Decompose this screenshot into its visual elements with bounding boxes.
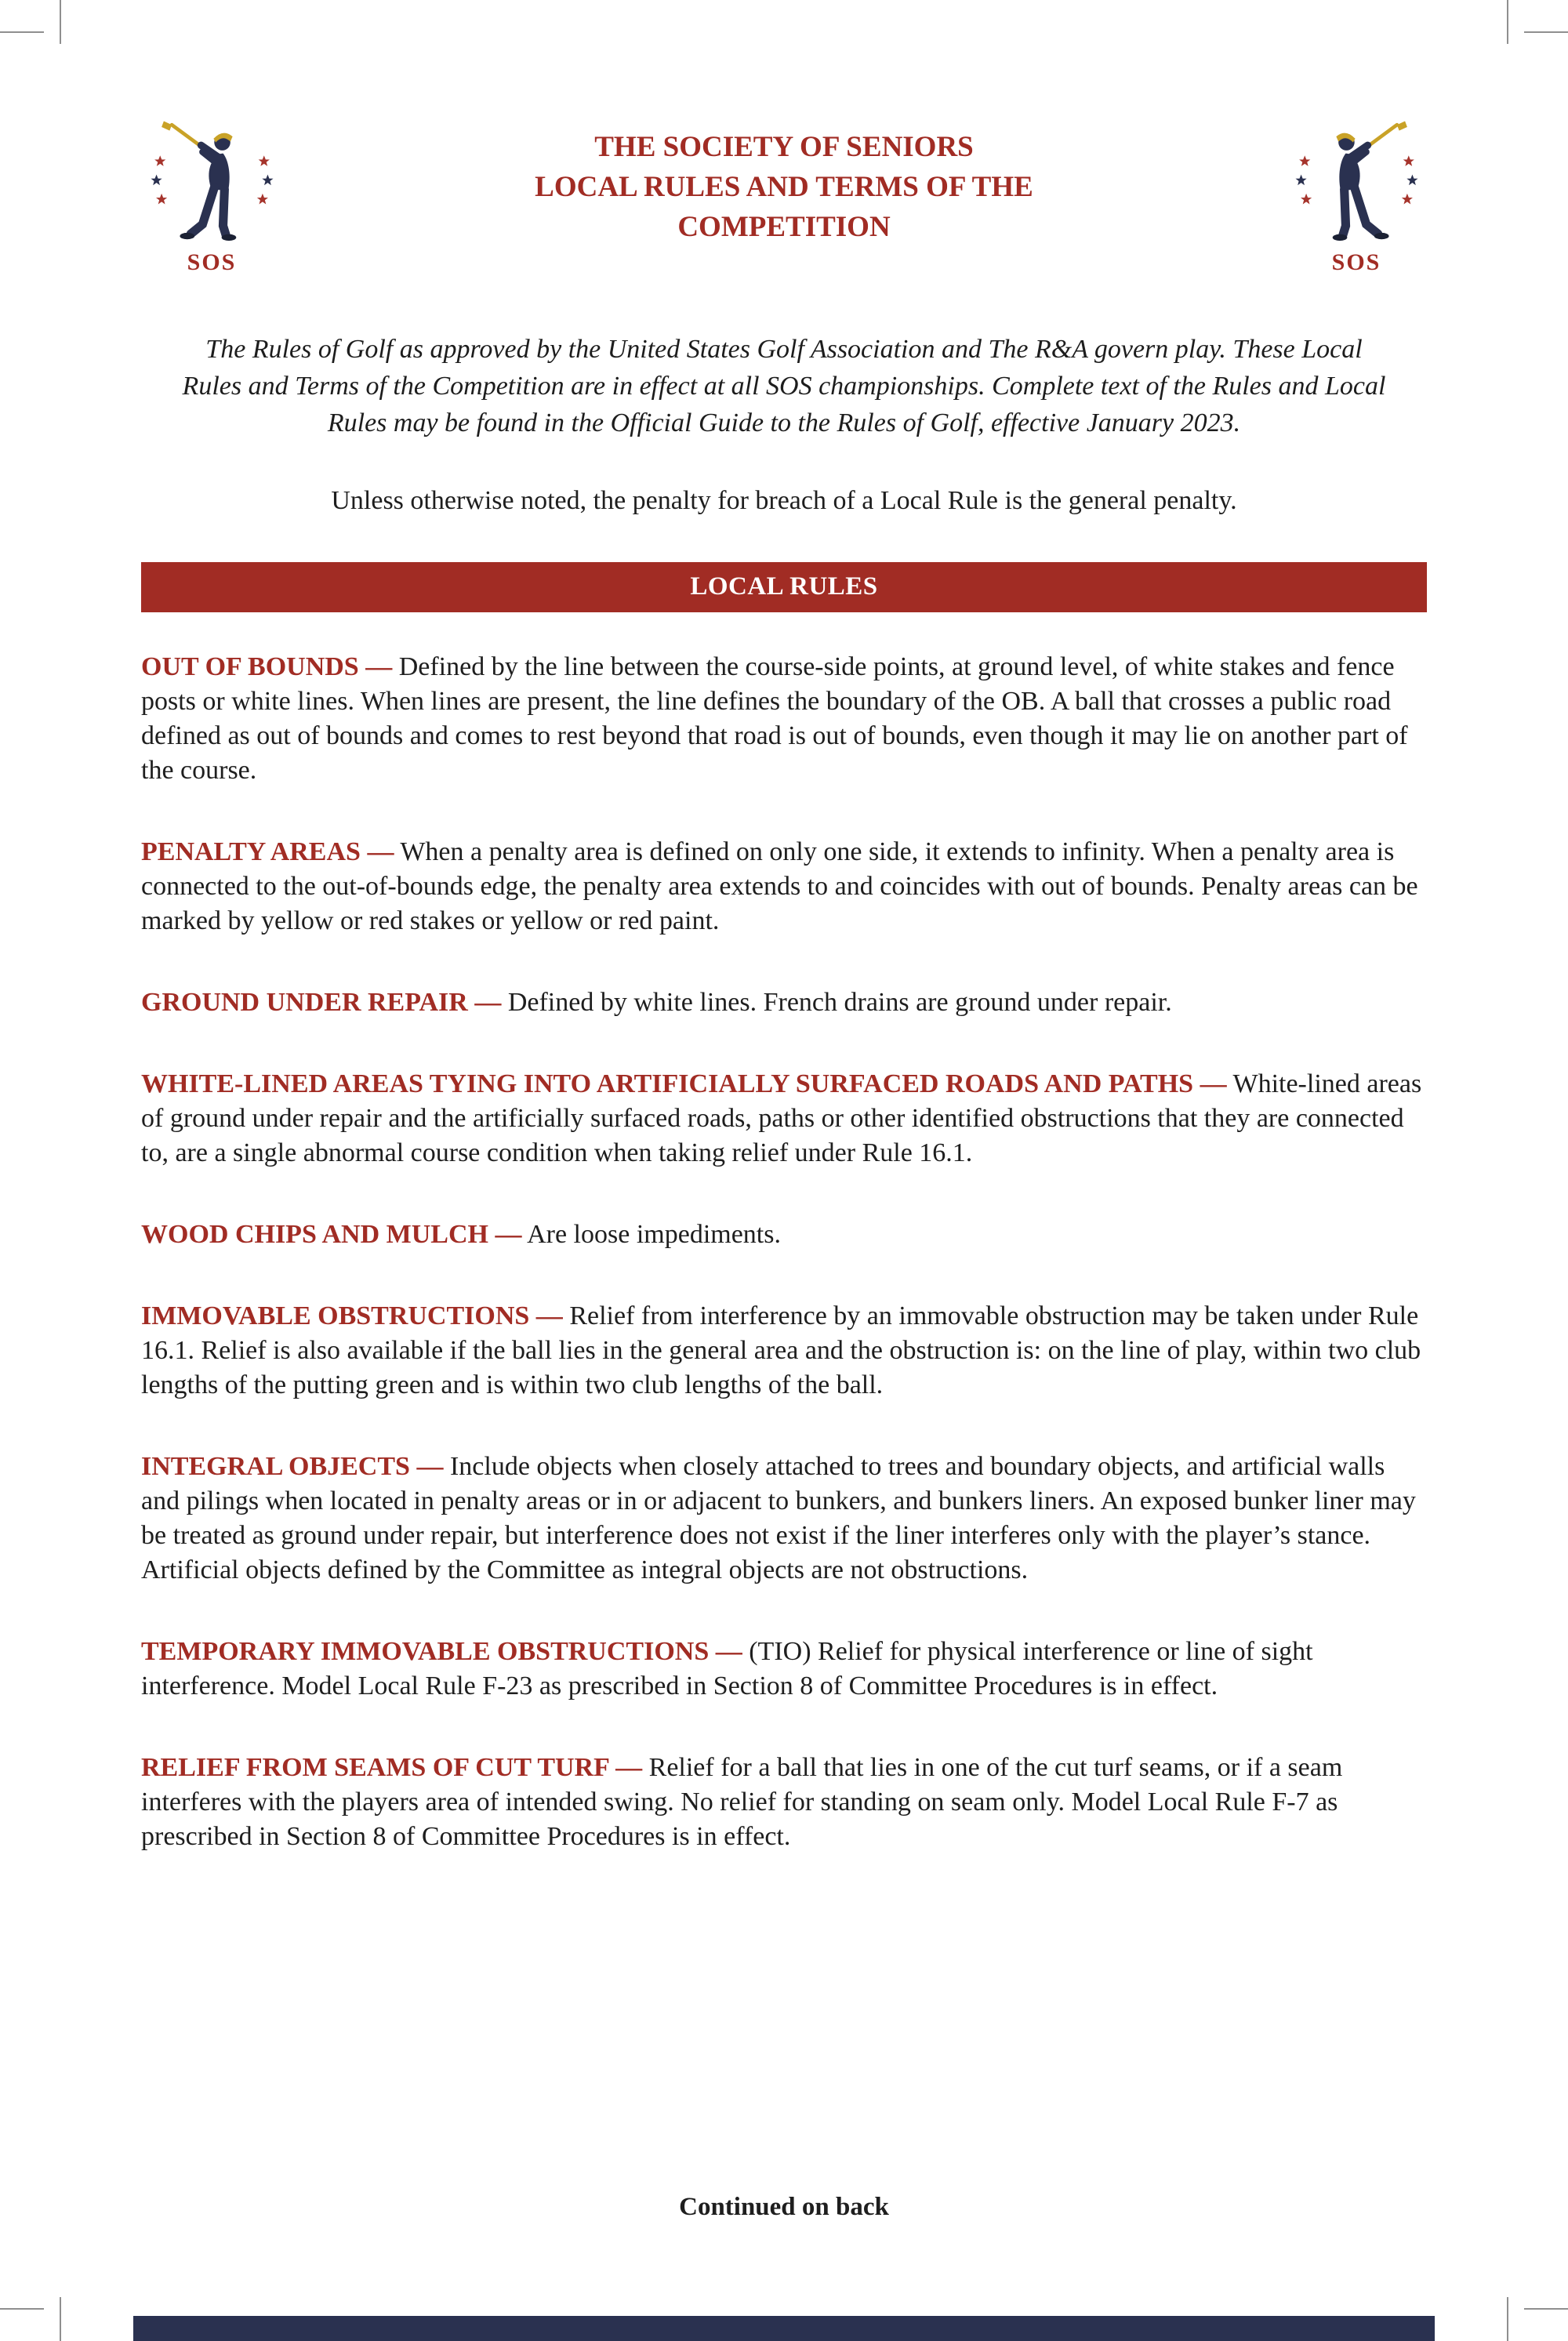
section-penalty-areas	[141, 835, 1427, 938]
section-body: White-lined areas of ground under repair and the artificially surfaced roads, paths or other identified obstructions that they are connected to, are a single abnormal course condition when taking relief under Rule 16.1.	[141, 1069, 1422, 1167]
section-heading: WHITE-LINED AREAS TYING INTO ARTIFICIALLY SURFACED ROADS AND PATHS —	[141, 1069, 1227, 1098]
section-wood-chips-and-mulch	[141, 1218, 1427, 1252]
crop-mark	[0, 2308, 44, 2310]
section-heading: GROUND UNDER REPAIR —	[141, 988, 502, 1017]
local-rules-banner: LOCAL RULES	[141, 562, 1427, 612]
crop-mark	[1524, 2308, 1568, 2310]
section-body: When a penalty area is defined on only one side, it extends to infinity. When a penalty area is connected to the out-of-bounds edge, the penalty area extends to and coincides with out of bounds. Penalty areas can be marked by yellow or red stakes or yellow or red paint.	[141, 837, 1418, 935]
section-heading: INTEGRAL OBJECTS —	[141, 1452, 444, 1481]
golfer-icon	[1292, 116, 1421, 248]
section-ground-under-repair	[141, 985, 1427, 1020]
section-body: Defined by the line between the course-side points, at ground level, of white stakes and fence posts or white lines. When lines are present, the line defines the boundary of the OB. A ball that crosses a public road defined as out of bounds and comes to rest beyond that road is out of bounds, even though it may lie on another part of the course.	[141, 652, 1408, 785]
title-line-2: LOCAL RULES AND TERMS OF THE	[535, 171, 1033, 203]
local-rules-sections	[141, 650, 1427, 1854]
section-heading: WOOD CHIPS AND MULCH —	[141, 1220, 522, 1249]
header	[141, 0, 1427, 276]
section-heading: RELIEF FROM SEAMS OF CUT TURF —	[141, 1753, 643, 1782]
sos-logo-label: SOS	[1331, 249, 1381, 275]
section-relief-from-seams-of-cut-turf	[141, 1751, 1427, 1854]
page-bottom-bar	[133, 2316, 1435, 2341]
section-body: (TIO) Relief for physical interference or line of sight interference. Model Local Rule F-23 as prescribed in Section 8 of Committee Procedures is in effect.	[141, 1637, 1313, 1700]
general-penalty-note: Unless otherwise noted, the penalty for breach of a Local Rule is the general penalty.	[331, 486, 1237, 515]
crop-mark	[1507, 2297, 1508, 2341]
section-body: Relief from interference by an immovable obstruction may be taken under Rule 16.1. Relief is also available if the ball lies in the general area and the obstruction is: on the line of play, within two club lengths of the putting green and is within two club lengths of the ball.	[141, 1301, 1421, 1399]
section-immovable-obstructions	[141, 1299, 1427, 1403]
section-integral-objects	[141, 1450, 1427, 1588]
section-body: Are loose impediments.	[527, 1220, 781, 1249]
section-heading: PENALTY AREAS —	[141, 837, 394, 866]
section-temporary-immovable-obstructions	[141, 1635, 1427, 1704]
section-heading: OUT OF BOUNDS —	[141, 652, 393, 681]
section-white-lined-areas	[141, 1067, 1427, 1170]
governing-rules-paragraph: The Rules of Golf as approved by the United States Golf Association and The R&A govern play. These Local Rules and Terms of the Competition are in effect at all SOS championships. Complete text of the Rules and Local Rules may be found in the Official Guide to the Rules of Golf, effective January 2023.	[182, 335, 1386, 437]
sos-logo-right	[1286, 116, 1427, 276]
section-heading: TEMPORARY IMMOVABLE OBSTRUCTIONS —	[141, 1637, 742, 1666]
section-body: Relief for a ball that lies in one of the cut turf seams, or if a seam interferes with the players area of intended swing. No relief for standing on seam only. Model Local Rule F-7 as prescribed in Section 8 of Committee Procedures is in effect.	[141, 1753, 1343, 1851]
section-heading: IMMOVABLE OBSTRUCTIONS —	[141, 1301, 563, 1330]
page-title	[282, 116, 1286, 247]
sos-logo-left	[141, 116, 282, 276]
title-line-3: COMPETITION	[677, 211, 891, 243]
title-line-1: THE SOCIETY OF SENIORS	[594, 131, 974, 163]
section-out-of-bounds	[141, 650, 1427, 788]
section-body: Include objects when closely attached to trees and boundary objects, and artificial walls and pilings when located in penalty areas or in or adjacent to bunkers, and bunkers liners. An exposed bunker liner may be treated as ground under repair, but interference does not exist if the liner interferes only with the player’s stance. Artificial objects defined by the Committee as integral objects are not obstructions.	[141, 1452, 1416, 1584]
continued-on-back-note: Continued on back	[679, 2193, 889, 2221]
crop-mark	[60, 2297, 61, 2341]
sos-logo-label: SOS	[187, 249, 237, 275]
golfer-icon	[147, 116, 277, 248]
section-body: Defined by white lines. French drains are ground under repair.	[507, 988, 1172, 1017]
